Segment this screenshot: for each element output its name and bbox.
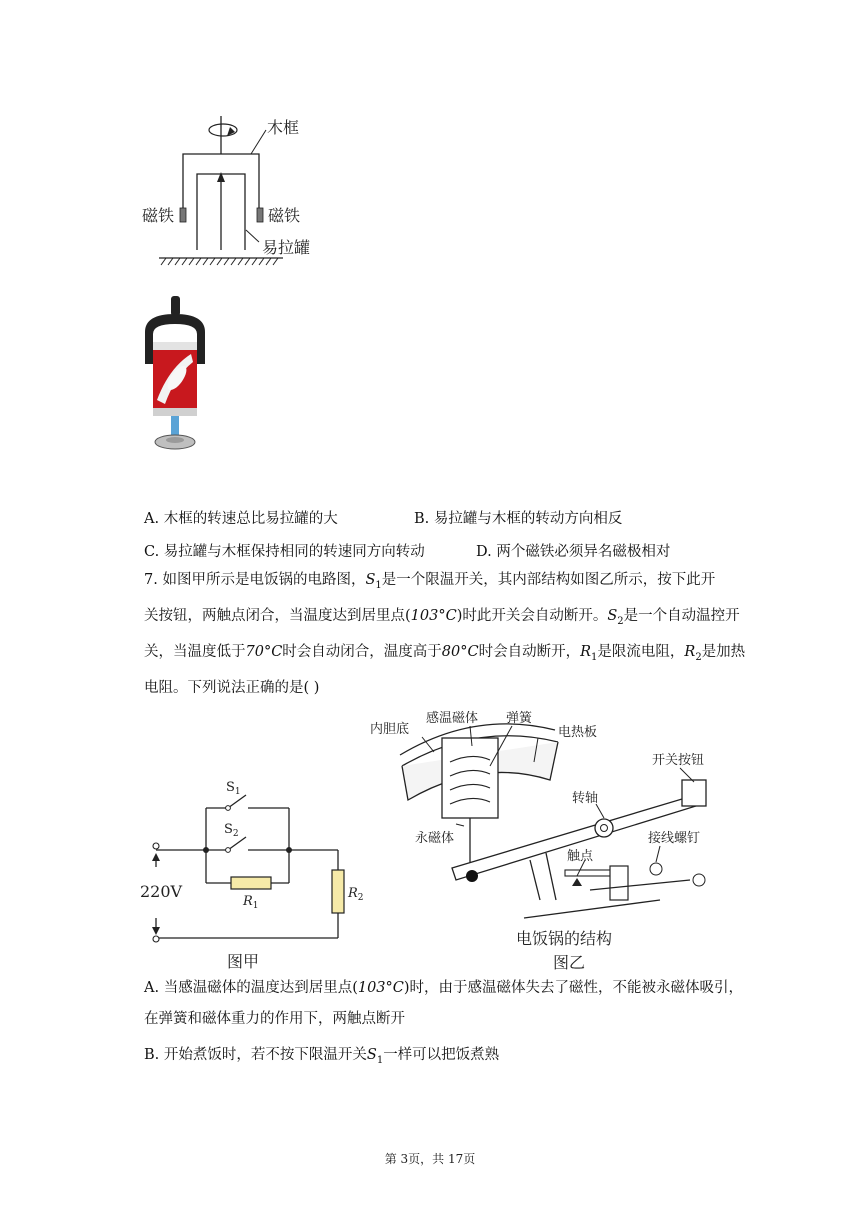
question-7-line-1: 7. 如图甲所示是电饭锅的电路图，$S_1$是一个限温开关，其内部结构如图乙所示，按下此开 (144, 572, 716, 591)
option-q7-b[interactable]: B. 开始煮饭时，若不按下限温开关$S_1$一样可以把饭煮熟 (144, 1047, 500, 1066)
caption-figure-jia: 图甲 (227, 952, 260, 971)
question-7-line-3: 关，当温度低于70°C时会自动闭合，温度高于80°C时会自动断开，$R_1$是限流电阻，$R_2$是加热 (144, 643, 746, 663)
caption-figure-yi: 图乙 (553, 953, 586, 972)
label-magnet-left: 磁铁 (142, 206, 175, 225)
label-circuit-s1: $S_1$ (226, 780, 241, 797)
option-q6-d[interactable]: D. 两个磁铁必须异名磁极相对 (476, 544, 671, 560)
question-7-line-4: 电阻。下列说法正确的是( ) (144, 679, 320, 696)
label-contact: 触点 (567, 849, 594, 864)
label-circuit-r2: $R_2$ (348, 886, 364, 903)
label-frame: 木框 (267, 118, 300, 137)
question-7 (144, 565, 745, 704)
figure-cooker-structure (360, 700, 725, 975)
label-heating-plate: 电热板 (558, 725, 598, 740)
label-circuit-r1: $R_1$ (243, 894, 259, 911)
option-q6-b[interactable]: B. 易拉罐与木框的转动方向相反 (414, 511, 623, 527)
label-circuit-s2: $S_2$ (224, 822, 239, 839)
option-q7-a[interactable]: A. 当感温磁体的温度达到居里点(103°C)时，由于感温磁体失去了磁性，不能被永磁体吸引， 在弹簧和磁体重力的作用下，两触点断开 (144, 980, 744, 1027)
figure-circuit-diagram (136, 775, 376, 975)
label-permanent-magnet: 永磁体 (415, 831, 455, 846)
figure-frame-diagram (135, 108, 335, 273)
label-switch-button: 开关按钮 (652, 753, 705, 768)
label-structure-caption: 电饭锅的结构 (516, 929, 613, 948)
label-voltage: 220V (140, 882, 183, 901)
label-pivot: 转轴 (572, 791, 599, 806)
label-magnet-right: 磁铁 (268, 206, 301, 225)
option-q6-a[interactable]: A. 木框的转速总比易拉罐的大 (144, 511, 338, 527)
figure-can-illustration (135, 292, 220, 457)
label-inner-bottom: 内胆底 (370, 722, 410, 737)
label-can: 易拉罐 (262, 238, 311, 257)
label-terminal-screw: 接线螺钉 (648, 831, 701, 846)
question-7-line-2: 关按钮，两触点闭合，当温度达到居里点(103°C)时此开关会自动断开。$S_2$是一个自动温控开 (144, 607, 740, 627)
option-q6-c[interactable]: C. 易拉罐与木框保持相同的转速同方向转动 (144, 544, 425, 560)
page-footer: 第 3页，共 17页 (384, 1152, 476, 1166)
label-spring: 弹簧 (506, 711, 533, 726)
label-thermo-magnet: 感温磁体 (426, 711, 479, 726)
